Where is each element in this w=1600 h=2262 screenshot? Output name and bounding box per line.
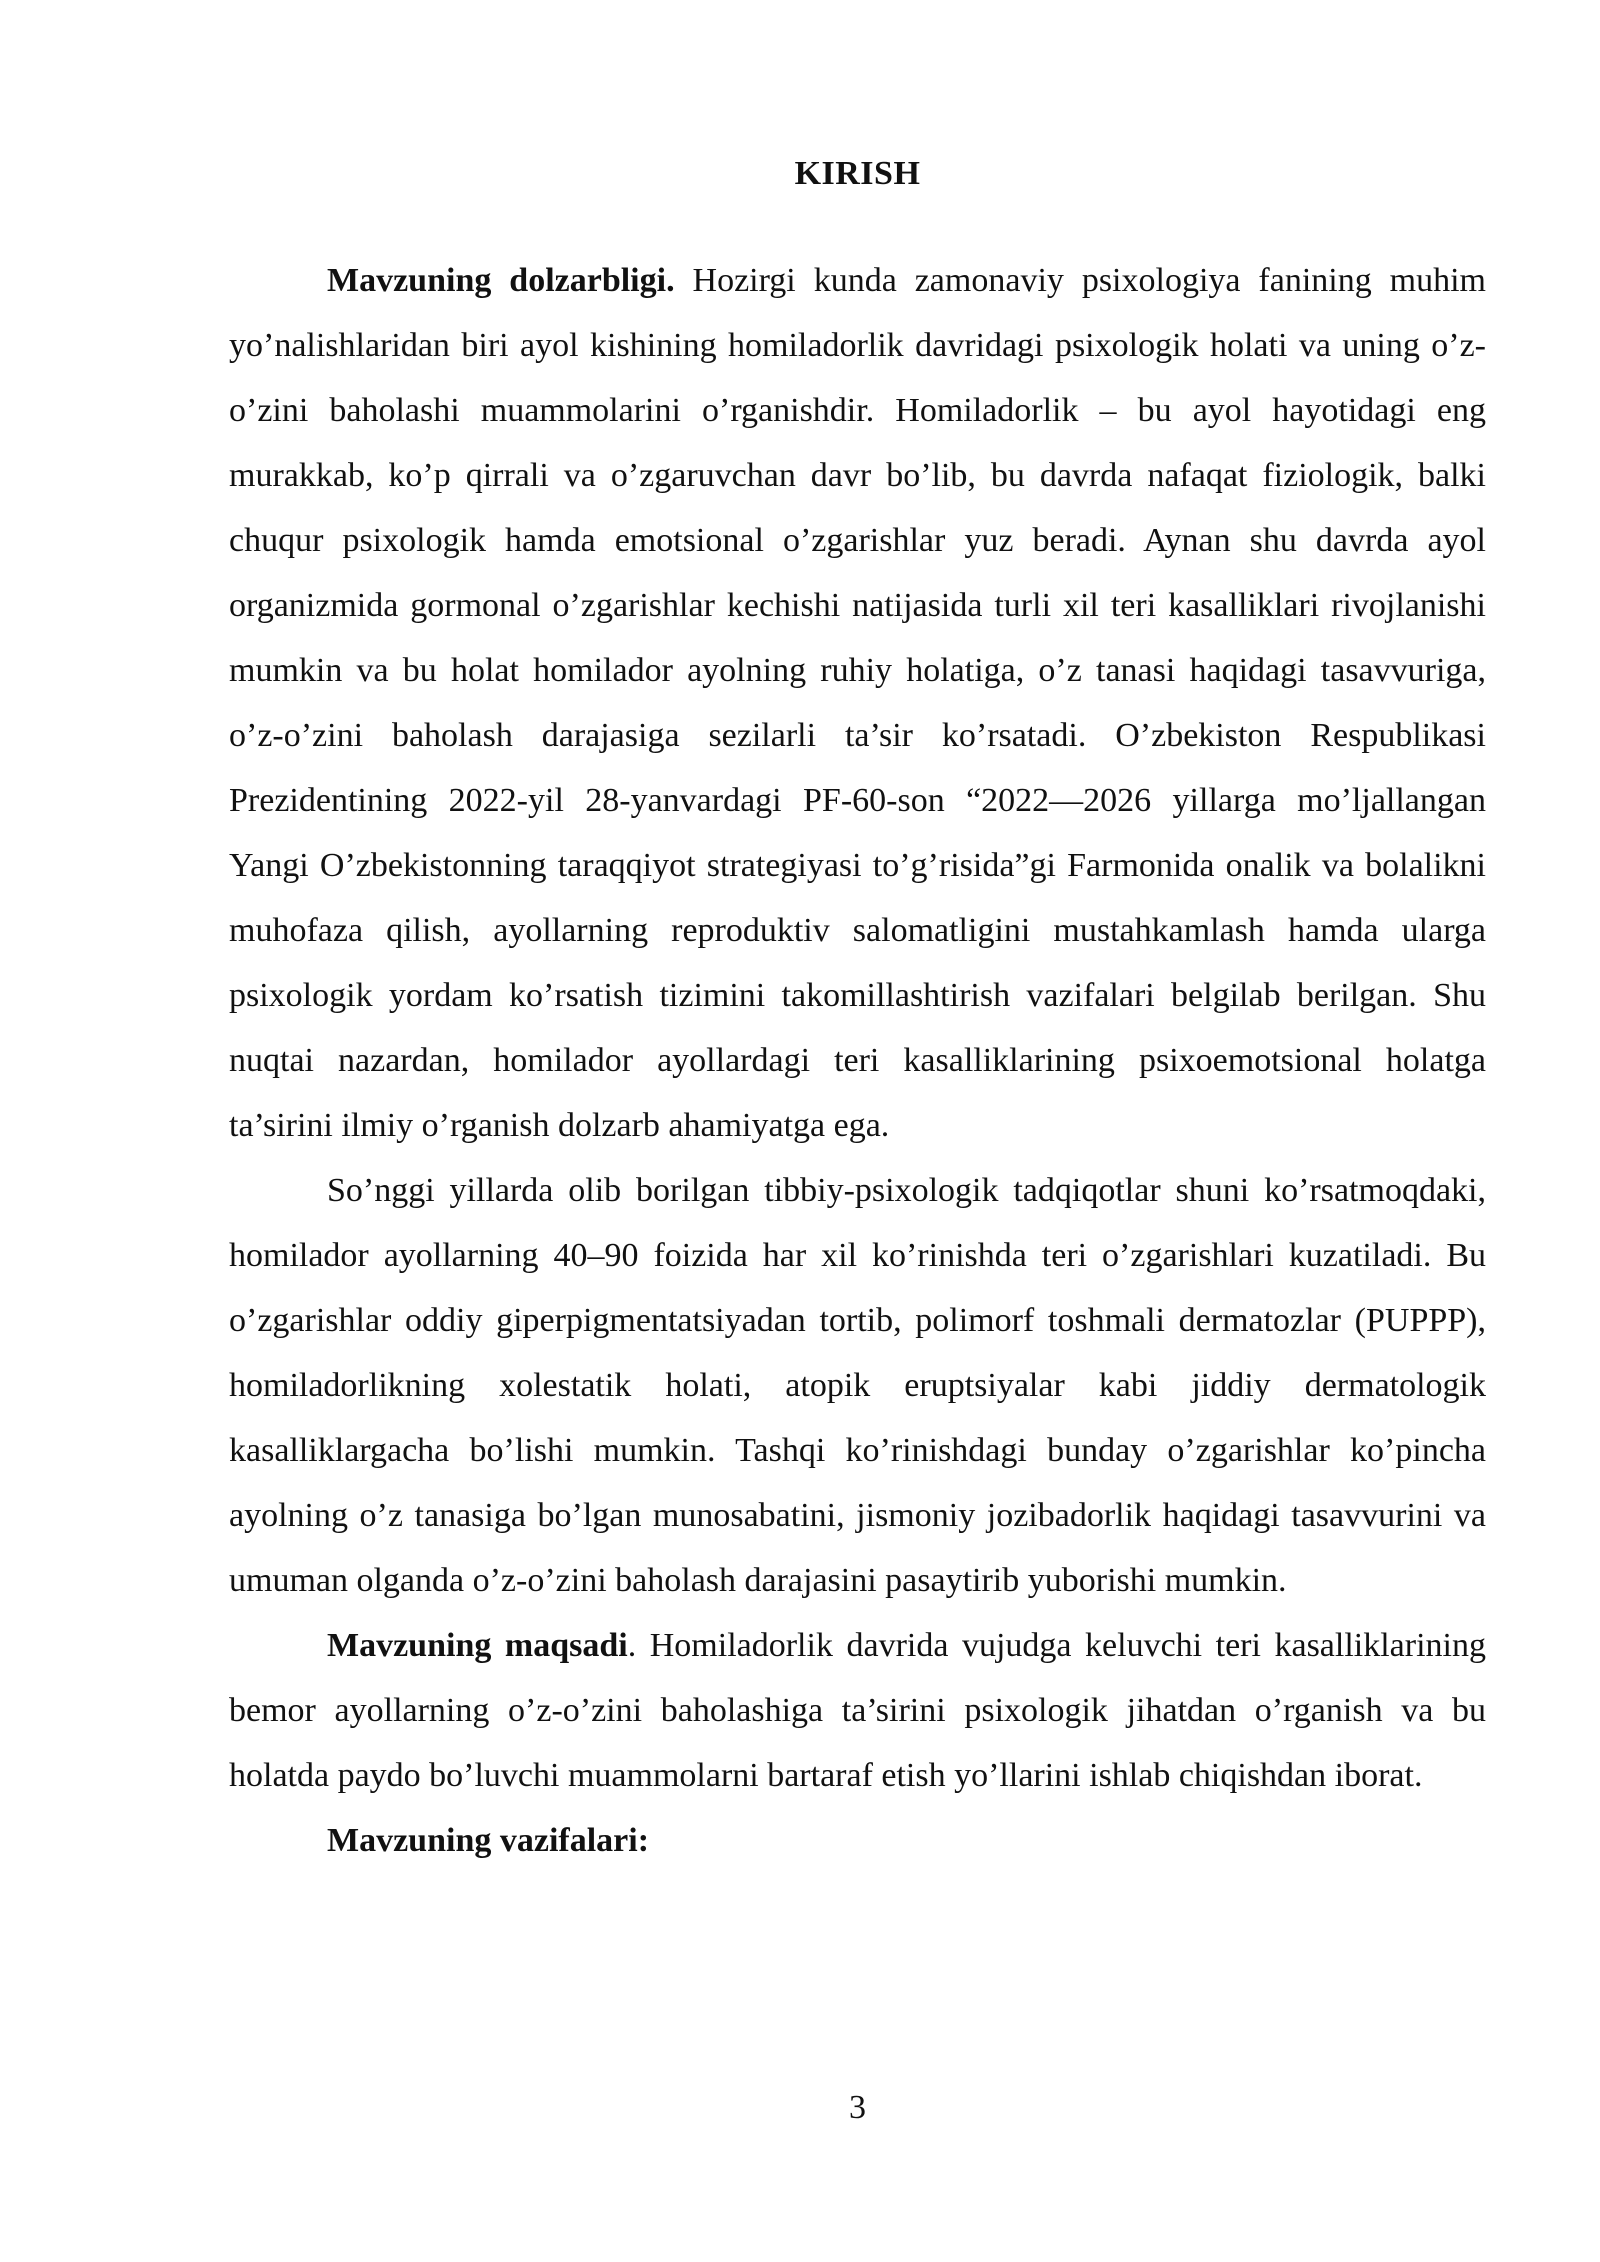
- paragraph-lead: Mavzuning vazifalari:: [327, 1822, 650, 1859]
- paragraph-research: [229, 1158, 1486, 1613]
- paragraph-goal: [229, 1613, 1486, 1808]
- body-text: [229, 248, 1486, 1873]
- paragraph-tasks: [229, 1808, 1486, 1873]
- section-title: KIRISH: [794, 155, 921, 192]
- paragraph-relevance: [229, 248, 1486, 1158]
- page-number: 3: [849, 2089, 866, 2126]
- paragraph-text: . Homiladorlik davrida vujudga keluvchi teri kasalliklarining bemor ayollarning o’z-o’zini baholashiga ta’sirini psixologik jihatdan o’rganish va bu holatda paydo bo’luvchi muammolarni bartaraf etish yo’llarini ishlab chiqishdan iborat.: [229, 1627, 1486, 1794]
- paragraph-text: So’nggi yillarda olib borilgan tibbiy-psixologik tadqiqotlar shuni ko’rsatmoqdaki, homilador ayollarning 40–90 foizida har xil ko’rinishda teri o’zgarishlari kuzatiladi. Bu o’zgarishlar oddiy giperpigmentatsiyadan tortib, polimorf toshmali dermatozlar (PUPPP), homiladorlikning xolestatik holati, atopik eruptsiyalar kabi jiddiy dermatologik kasalliklargacha bo’lishi mumkin. Tashqi ko’rinishdagi bunday o’zgarishlar ko’pincha ayolning o’z tanasiga bo’lgan munosabatini, jismoniy jozibadorlik haqidagi tasavvurini va umuman olganda o’z-o’zini baholash darajasini pasaytirib yuborishi mumkin.: [229, 1172, 1486, 1599]
- paragraph-lead: Mavzuning dolzarbligi.: [327, 262, 675, 299]
- paragraph-lead: Mavzuning maqsadi: [327, 1627, 628, 1664]
- paragraph-text: Hozirgi kunda zamonaviy psixologiya fanining muhim yo’nalishlaridan biri ayol kishining homiladorlik davridagi psixologik holati va uning o’z-o’zini baholashi muammolarini o’rganishdir. Homiladorlik – bu ayol hayotidagi eng murakkab, ko’p qirrali va o’zgaruvchan davr bo’lib, bu davrda nafaqat fiziologik, balki chuqur psixologik hamda emotsional o’zgarishlar yuz beradi. Aynan shu davrda ayol organizmida gormonal o’zgarishlar kechishi natijasida turli xil teri kasalliklari rivojlanishi mumkin va bu holat homilador ayolning ruhiy holatiga, o’z tanasi haqidagi tasavvuriga, o’z-o’zini baholash darajasiga sezilarli ta’sir ko’rsatadi. O’zbekiston Respublikasi Prezidentining 2022-yil 28-yanvardagi PF-60-son “2022—2026 yillarga mo’ljallangan Yangi O’zbekistonning taraqqiyot strategiyasi to’g’risida”gi Farmonida onalik va bolalikni muhofaza qilish, ayollarning reproduktiv salomatligini mustahkamlash hamda ularga psixologik yordam ko’rsatish tizimini takomillashtirish vazifalari belgilab berilgan. Shu nuqtai nazardan, homilador ayollardagi teri kasalliklarining psixoemotsional holatga ta’sirini ilmiy o’rganish dolzarb ahamiyatga ega.: [229, 262, 1486, 1144]
